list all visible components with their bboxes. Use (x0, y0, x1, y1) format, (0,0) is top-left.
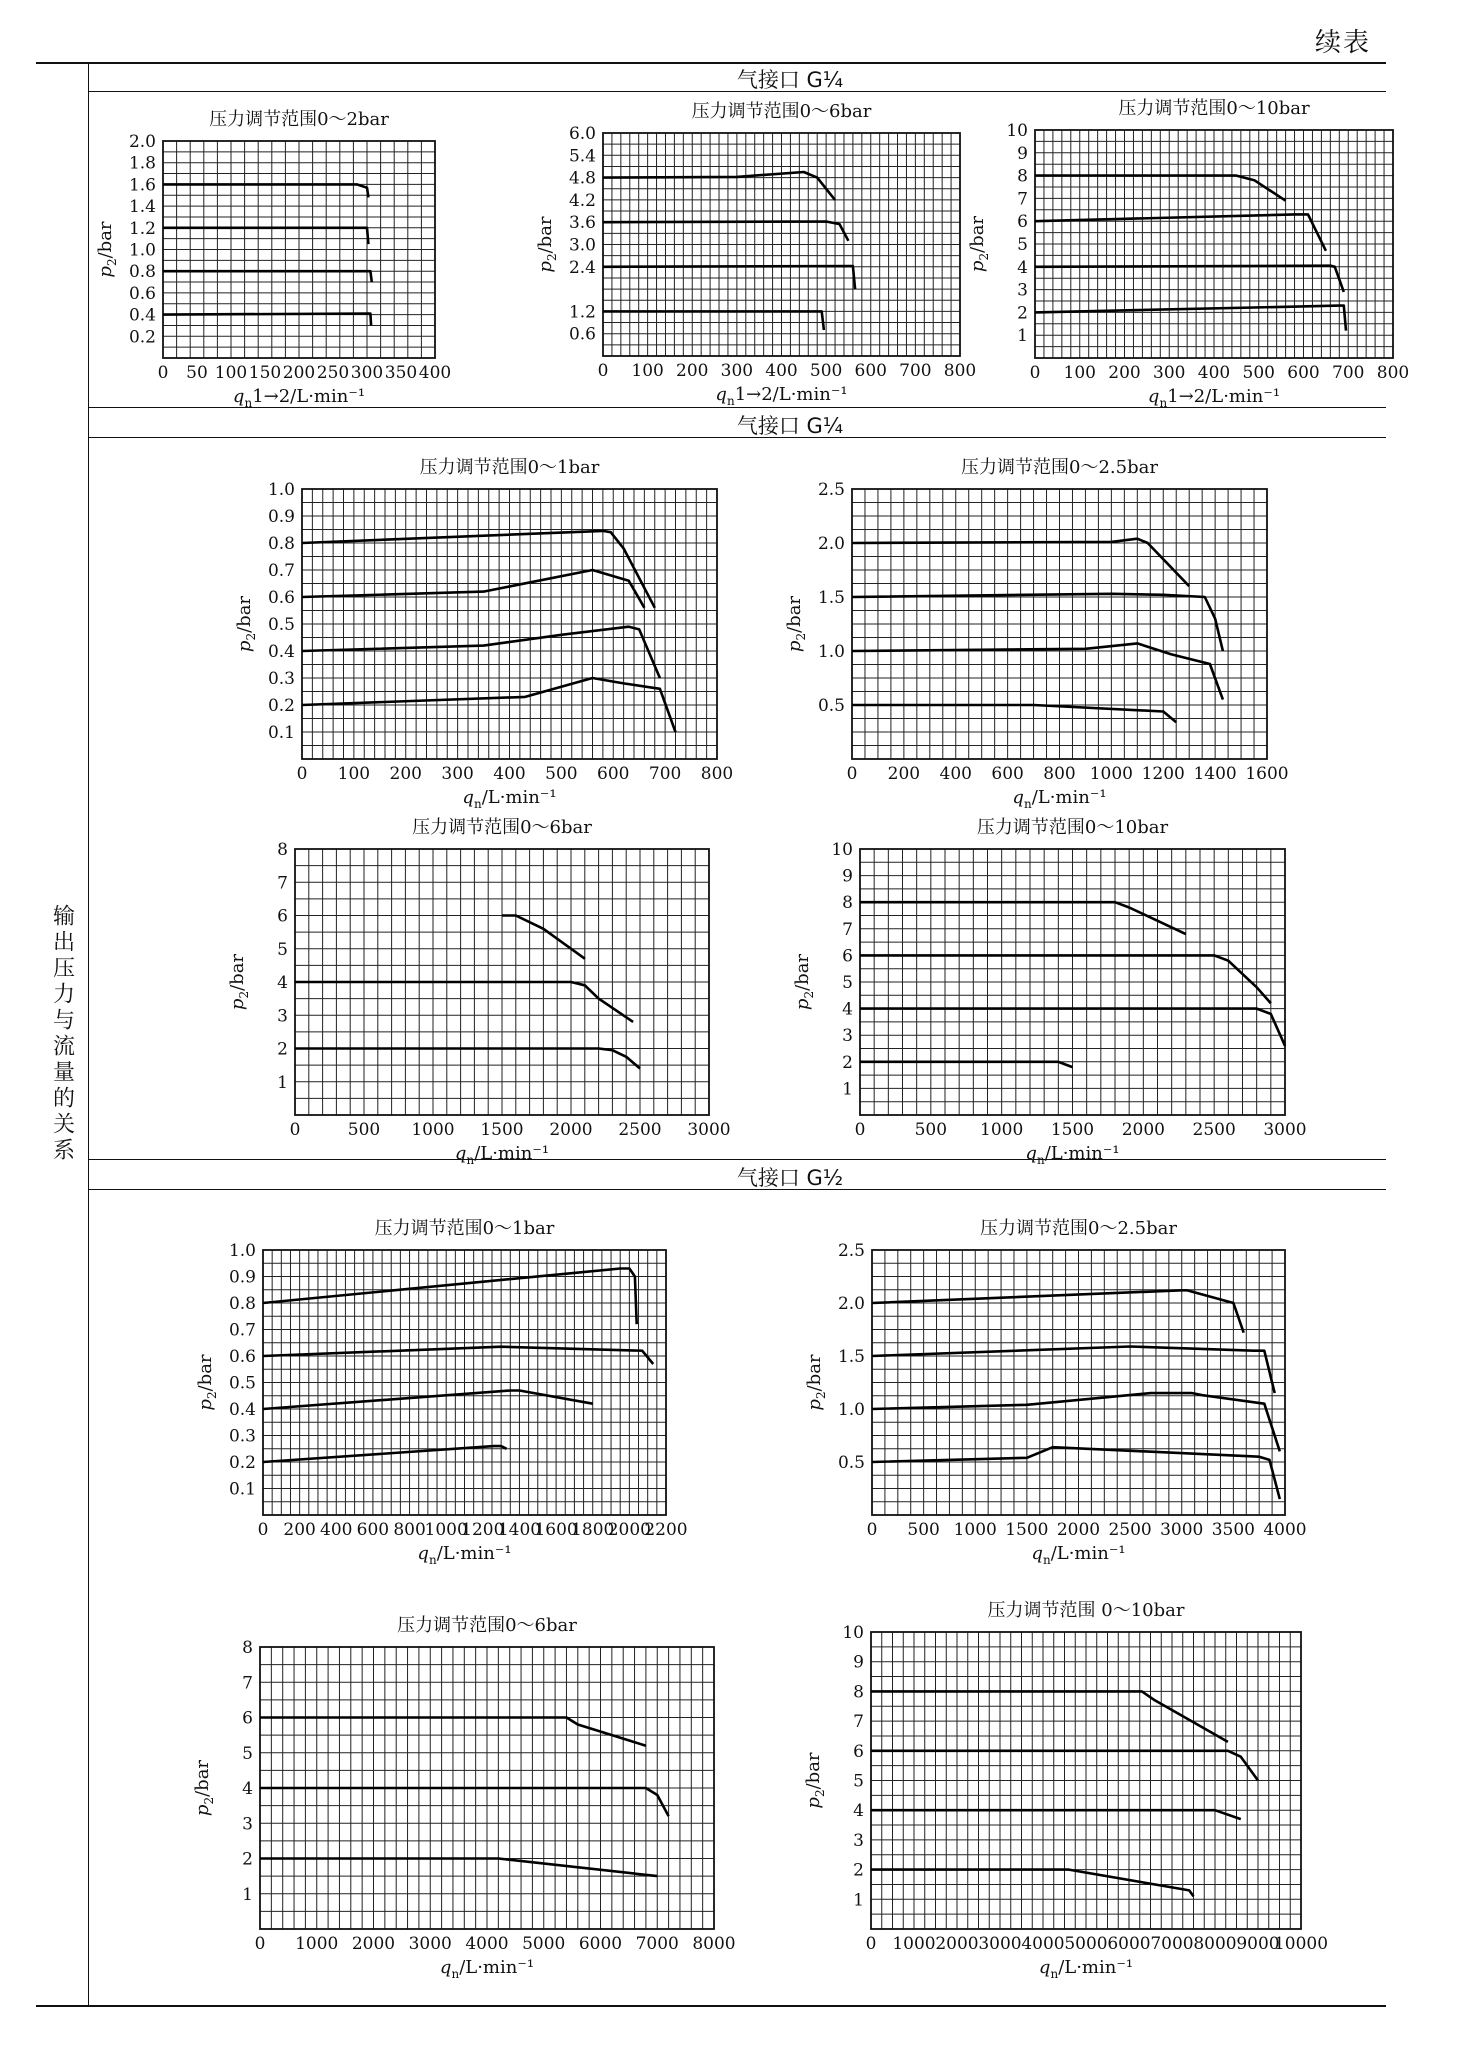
y-tick-label: 7 (1017, 189, 1028, 210)
x-tick-label: 0 (289, 1120, 301, 1140)
x-tick-label: 1000 (1089, 764, 1134, 784)
y-tick-label: 1 (842, 1079, 853, 1100)
y-tick-label: 0.9 (228, 1267, 256, 1288)
chart-7-grid (860, 849, 1285, 1115)
y-tick-label: 7 (242, 1673, 253, 1694)
x-tick-label: 200 (887, 764, 921, 784)
y-tick-label: 2.5 (817, 480, 845, 500)
y-tick-label: 0.2 (267, 696, 295, 716)
y-axis-label: $p_2$/bar (234, 595, 258, 653)
x-axis-label: $q_n/L\cdot\min^{-1}$ (454, 1143, 550, 1167)
y-axis-label: $p_2$/bar (195, 1354, 219, 1411)
x-tick-label: 100 (214, 363, 248, 383)
x-tick-label: 600 (356, 1520, 390, 1540)
chart-2 (535, 101, 976, 408)
x-tick-label: 400 (418, 363, 452, 383)
y-tick-label: 1.0 (837, 1400, 865, 1420)
series-line-3 (163, 271, 372, 282)
x-tick-label: 2000 (607, 1520, 651, 1540)
series-line-2 (872, 1347, 1275, 1394)
y-tick-label: 0.5 (817, 696, 845, 716)
x-tick-label: 50 (186, 363, 208, 383)
x-axis-label: $q_n1\to 2/L\cdot\min^{-1}$ (232, 386, 366, 410)
x-tick-label: 2000 (1056, 1520, 1101, 1540)
x-tick-label: 600 (597, 764, 630, 784)
y-tick-label: 1.5 (817, 588, 845, 608)
y-tick-label: 6.0 (568, 124, 596, 144)
y-tick-label: 1.0 (267, 480, 295, 500)
y-tick-label: 1 (1017, 326, 1028, 347)
x-tick-label: 1000 (953, 1520, 997, 1540)
x-tick-label: 400 (1197, 363, 1231, 383)
y-axis-label: $p_2$/bar (784, 595, 808, 653)
x-tick-label: 500 (1242, 363, 1275, 383)
x-tick-label: 0 (296, 764, 308, 784)
chart-title: 压力调节范围0～10bar (976, 817, 1169, 838)
chart-5 (784, 457, 1289, 811)
x-tick-label: 400 (320, 1520, 353, 1540)
y-tick-label: 6 (277, 906, 288, 927)
y-tick-label: 4 (853, 1801, 864, 1822)
y-tick-label: 3 (277, 1006, 288, 1027)
series-line-3 (302, 627, 660, 678)
y-tick-label: 4.8 (568, 168, 596, 189)
y-tick-label: 7 (842, 919, 853, 940)
y-tick-label: 5 (1017, 235, 1028, 255)
section-title-1: 气接口 G¼ (736, 68, 844, 92)
series-line-2 (263, 1347, 653, 1364)
x-tick-label: 2000 (935, 1934, 979, 1954)
y-tick-label: 0.1 (228, 1479, 256, 1500)
x-tick-label: 800 (943, 361, 977, 381)
x-tick-label: 0 (257, 1520, 269, 1540)
y-tick-label: 5 (853, 1771, 864, 1792)
y-tick-label: 0.4 (267, 642, 295, 662)
y-tick-label: 8 (277, 840, 288, 860)
y-tick-label: 3 (853, 1830, 864, 1851)
chart-1 (95, 109, 451, 410)
x-tick-label: 0 (866, 1520, 878, 1540)
y-tick-label: 5 (842, 973, 853, 993)
y-axis-label: $p_2$/bar (227, 953, 251, 1011)
y-tick-label: 7 (277, 873, 288, 894)
series-line-3 (871, 1810, 1241, 1819)
chart-3-grid (1035, 130, 1393, 358)
chart-8-grid (263, 1250, 666, 1515)
y-tick-label: 0.6 (267, 588, 295, 608)
chart-1-grid (163, 141, 435, 358)
chart-4 (234, 457, 733, 811)
chart-7 (792, 817, 1307, 1167)
y-tick-label: 1.2 (128, 218, 156, 239)
x-tick-label: 0 (597, 361, 609, 381)
y-tick-label: 6 (853, 1741, 864, 1762)
x-tick-label: 500 (914, 1120, 948, 1140)
y-tick-label: 0.8 (228, 1294, 256, 1314)
series-line-1 (860, 902, 1186, 934)
x-tick-label: 700 (1332, 363, 1365, 383)
x-tick-label: 9000 (1236, 1934, 1280, 1954)
x-tick-label: 700 (648, 764, 682, 784)
x-tick-label: 2000 (1121, 1120, 1165, 1140)
series-line-2 (860, 955, 1271, 1003)
x-tick-label: 100 (631, 361, 664, 381)
chart-title: 压力调节范围0～6bar (412, 817, 592, 838)
chart-5-grid (852, 489, 1267, 759)
y-tick-label: 9 (853, 1652, 864, 1673)
x-tick-label: 350 (384, 363, 418, 383)
x-tick-label: 500 (347, 1120, 381, 1140)
x-axis-label: $q_n/L\cdot\min^{-1}$ (1038, 1957, 1134, 1981)
y-tick-label: 0.8 (267, 534, 295, 554)
x-tick-label: 4000 (465, 1934, 509, 1954)
x-tick-label: 3000 (408, 1934, 452, 1954)
y-tick-label: 0.5 (837, 1453, 865, 1473)
y-tick-label: 2 (842, 1052, 853, 1073)
x-tick-label: 200 (1108, 363, 1141, 383)
x-tick-label: 1200 (1141, 764, 1185, 784)
chart-3 (967, 98, 1409, 410)
y-tick-label: 0.2 (128, 327, 156, 348)
x-tick-label: 300 (350, 363, 384, 383)
y-tick-label: 0.6 (228, 1347, 256, 1367)
section-title-3: 气接口 G½ (736, 1166, 844, 1190)
y-tick-label: 1.0 (128, 240, 156, 261)
y-tick-label: 1 (277, 1072, 288, 1093)
chart-4-grid (302, 489, 717, 759)
y-tick-label: 3 (842, 1026, 853, 1047)
y-tick-label: 0.6 (128, 283, 156, 304)
y-tick-label: 5 (277, 939, 288, 960)
x-tick-label: 1000 (411, 1120, 455, 1140)
x-axis-label: $q_n1\to 2/L\cdot\min^{-1}$ (1147, 386, 1281, 410)
x-tick-label: 5000 (522, 1934, 566, 1954)
x-tick-label: 800 (393, 1520, 426, 1540)
page-title: 续表 (1314, 28, 1371, 58)
y-tick-label: 0.6 (568, 324, 596, 345)
y-tick-label: 8 (1017, 166, 1028, 187)
y-axis-label: $p_2$/bar (967, 215, 991, 273)
x-tick-label: 7000 (1150, 1934, 1194, 1954)
x-tick-label: 300 (1153, 363, 1186, 383)
y-tick-label: 4.2 (568, 190, 596, 211)
x-tick-label: 2500 (618, 1120, 662, 1140)
x-tick-label: 250 (316, 363, 350, 383)
x-tick-label: 3000 (978, 1934, 1022, 1954)
y-tick-label: 2 (277, 1039, 288, 1060)
chart-11 (803, 1600, 1328, 1981)
y-tick-label: 3 (1017, 280, 1028, 301)
y-tick-label: 0.9 (267, 507, 295, 527)
x-tick-label: 2200 (644, 1520, 688, 1540)
y-tick-label: 3.6 (568, 213, 596, 234)
y-tick-label: 1.5 (837, 1347, 865, 1367)
y-tick-label: 0.4 (128, 305, 156, 326)
x-tick-label: 800 (1043, 764, 1076, 784)
y-tick-label: 1.0 (817, 642, 845, 662)
x-axis-label: $q_n/L\cdot\min^{-1}$ (462, 787, 557, 811)
y-tick-label: 2.0 (837, 1294, 865, 1314)
chart-title: 压力调节范围0～2bar (209, 109, 389, 130)
x-tick-label: 1200 (461, 1520, 505, 1540)
x-tick-label: 0 (1029, 363, 1041, 383)
x-tick-label: 600 (991, 764, 1024, 784)
x-tick-label: 1400 (497, 1520, 542, 1540)
x-axis-label: $q_n1\to 2/L\cdot\min^{-1}$ (715, 384, 848, 408)
y-tick-label: 0.8 (128, 262, 156, 283)
x-tick-label: 1500 (1005, 1520, 1049, 1540)
x-tick-label: 4000 (1021, 1934, 1065, 1954)
x-tick-label: 800 (1376, 363, 1410, 383)
y-tick-label: 0.4 (228, 1400, 256, 1420)
chart-title: 压力调节范围0～2.5bar (980, 1218, 1177, 1239)
x-tick-label: 1500 (480, 1120, 524, 1140)
x-tick-label: 400 (939, 764, 972, 784)
x-tick-label: 4000 (1263, 1520, 1307, 1540)
y-axis-label: $p_2$/bar (535, 216, 559, 273)
x-tick-label: 150 (248, 363, 282, 383)
x-tick-label: 200 (389, 764, 422, 784)
y-tick-label: 2.4 (568, 257, 596, 278)
y-tick-label: 9 (1017, 143, 1028, 164)
y-tick-label: 2 (242, 1849, 253, 1870)
x-tick-label: 400 (493, 764, 526, 784)
y-tick-label: 0.7 (267, 561, 295, 581)
x-tick-label: 5000 (1064, 1934, 1108, 1954)
x-axis-label: $q_n/L\cdot\min^{-1}$ (1012, 787, 1107, 811)
x-tick-label: 500 (907, 1520, 940, 1540)
y-tick-label: 2.0 (817, 534, 845, 554)
y-tick-label: 6 (842, 946, 853, 967)
x-tick-label: 600 (1287, 363, 1320, 383)
y-tick-label: 3 (242, 1814, 253, 1835)
y-tick-label: 8 (242, 1638, 253, 1658)
x-tick-label: 0 (157, 363, 169, 383)
y-tick-label: 4 (842, 999, 853, 1020)
x-tick-label: 0 (254, 1934, 266, 1954)
y-tick-label: 2 (853, 1860, 864, 1881)
y-tick-label: 4 (242, 1779, 253, 1799)
x-tick-label: 3000 (1263, 1120, 1307, 1140)
chart-title: 压力调节范围0～10bar (1118, 98, 1310, 119)
x-tick-label: 3000 (1160, 1520, 1204, 1540)
x-axis-label: $q_n/L\cdot\min^{-1}$ (1025, 1143, 1120, 1167)
x-tick-label: 10000 (1273, 1934, 1329, 1954)
series-line-4 (872, 1447, 1280, 1499)
row-label: 输出压力与流量的关系 (49, 903, 75, 1164)
series-line-4 (1035, 306, 1346, 331)
y-tick-label: 0.5 (267, 615, 295, 635)
x-tick-label: 100 (1063, 363, 1096, 383)
chart-11-grid (871, 1632, 1301, 1929)
x-axis-label: $q_n/L\cdot\min^{-1}$ (1031, 1543, 1126, 1567)
section-title-2: 气接口 G¼ (736, 414, 844, 438)
y-tick-label: 6 (242, 1708, 253, 1729)
x-tick-label: 3000 (687, 1120, 731, 1140)
x-tick-label: 600 (854, 361, 887, 381)
chart-title: 压力调节范围0～6bar (691, 101, 872, 122)
y-tick-label: 6 (1017, 212, 1028, 233)
y-tick-label: 0.3 (267, 669, 295, 689)
x-tick-label: 1000 (295, 1934, 339, 1954)
series-line-2 (603, 222, 848, 241)
x-tick-label: 0 (854, 1120, 866, 1140)
y-axis-label: $p_2$/bar (804, 1354, 828, 1411)
y-tick-label: 7 (853, 1712, 864, 1733)
y-axis-label: $p_2$/bar (95, 221, 119, 278)
y-axis-label: $p_2$/bar (192, 1759, 216, 1817)
chart-title: 压力调节范围0～6bar (397, 1615, 577, 1636)
y-tick-label: 1.4 (128, 197, 156, 218)
y-axis-label: $p_2$/bar (803, 1752, 827, 1809)
series-line-2 (295, 982, 633, 1022)
y-tick-label: 1.8 (128, 153, 156, 174)
series-line-2 (852, 594, 1223, 651)
chart-title: 压力调节范围0～1bar (374, 1218, 555, 1239)
series-line-4 (860, 1062, 1073, 1067)
x-tick-label: 7000 (635, 1934, 679, 1954)
y-tick-label: 0.3 (228, 1426, 256, 1447)
y-tick-label: 1 (242, 1884, 253, 1905)
chart-2-grid (603, 133, 960, 356)
y-tick-label: 5.4 (568, 146, 596, 167)
y-tick-label: 8 (842, 893, 853, 914)
x-tick-label: 500 (545, 764, 578, 784)
chart-9-grid (872, 1250, 1285, 1515)
x-tick-label: 2500 (1108, 1520, 1152, 1540)
y-tick-label: 10 (1006, 121, 1028, 141)
x-tick-label: 1400 (1193, 764, 1237, 784)
x-tick-label: 200 (283, 1520, 316, 1540)
chart-8 (195, 1218, 688, 1567)
x-tick-label: 300 (441, 764, 474, 784)
x-tick-label: 500 (809, 361, 843, 381)
y-tick-label: 4 (1017, 257, 1028, 278)
y-axis-label: $p_2$/bar (792, 953, 816, 1011)
x-tick-label: 8000 (692, 1934, 736, 1954)
series-line-2 (163, 228, 368, 244)
x-tick-label: 8000 (1193, 1934, 1237, 1954)
chart-9 (804, 1218, 1307, 1567)
y-tick-label: 0.2 (228, 1453, 256, 1473)
x-axis-label: $q_n/L\cdot\min^{-1}$ (439, 1957, 535, 1981)
series-line-1 (872, 1290, 1244, 1332)
y-tick-label: 10 (831, 840, 853, 860)
x-tick-label: 3500 (1211, 1520, 1256, 1540)
x-tick-label: 200 (282, 363, 316, 383)
y-tick-label: 2 (1017, 303, 1028, 324)
y-tick-label: 0.1 (267, 723, 295, 743)
x-tick-label: 1600 (534, 1520, 578, 1540)
y-tick-label: 0.5 (228, 1373, 256, 1394)
y-tick-label: 3.0 (568, 235, 596, 256)
y-tick-label: 4 (277, 973, 288, 993)
x-tick-label: 1000 (980, 1120, 1024, 1140)
series-line-4 (852, 705, 1176, 722)
x-tick-label: 6000 (578, 1934, 623, 1954)
x-tick-label: 1500 (1050, 1120, 1095, 1140)
x-tick-label: 0 (846, 764, 858, 784)
y-tick-label: 1.0 (228, 1241, 256, 1261)
y-tick-label: 1.2 (568, 302, 596, 323)
y-tick-label: 8 (853, 1682, 864, 1703)
chart-title: 压力调节范围 0～10bar (987, 1600, 1185, 1621)
y-tick-label: 10 (842, 1623, 864, 1643)
y-tick-label: 2.0 (128, 132, 156, 152)
chart-title: 压力调节范围0～1bar (419, 457, 600, 478)
chart-10 (192, 1615, 736, 1981)
y-tick-label: 0.7 (228, 1320, 256, 1341)
series-line-3 (260, 1859, 657, 1877)
series-line-2 (302, 570, 644, 608)
y-tick-label: 1 (853, 1890, 864, 1911)
x-tick-label: 1000 (892, 1934, 936, 1954)
x-tick-label: 700 (899, 361, 932, 381)
x-tick-label: 0 (865, 1934, 877, 1954)
x-tick-label: 400 (765, 361, 798, 381)
x-tick-label: 2000 (549, 1120, 593, 1140)
x-tick-label: 100 (337, 764, 371, 784)
x-tick-label: 1600 (1245, 764, 1289, 784)
y-tick-label: 5 (242, 1743, 253, 1764)
y-tick-label: 2.5 (837, 1241, 865, 1261)
x-tick-label: 800 (700, 764, 734, 784)
series-line-3 (1035, 266, 1344, 292)
chart-title: 压力调节范围0～2.5bar (961, 457, 1158, 478)
x-tick-label: 6000 (1107, 1934, 1151, 1954)
x-tick-label: 1000 (424, 1520, 468, 1540)
y-tick-label: 9 (842, 866, 853, 887)
x-axis-label: $q_n/L\cdot\min^{-1}$ (417, 1543, 512, 1567)
y-tick-label: 1.6 (128, 175, 156, 196)
x-tick-label: 200 (676, 361, 709, 381)
x-tick-label: 300 (720, 361, 754, 381)
x-tick-label: 1800 (571, 1520, 615, 1540)
x-tick-label: 2500 (1192, 1120, 1236, 1140)
x-tick-label: 2000 (351, 1934, 396, 1954)
chart-6 (227, 817, 731, 1167)
